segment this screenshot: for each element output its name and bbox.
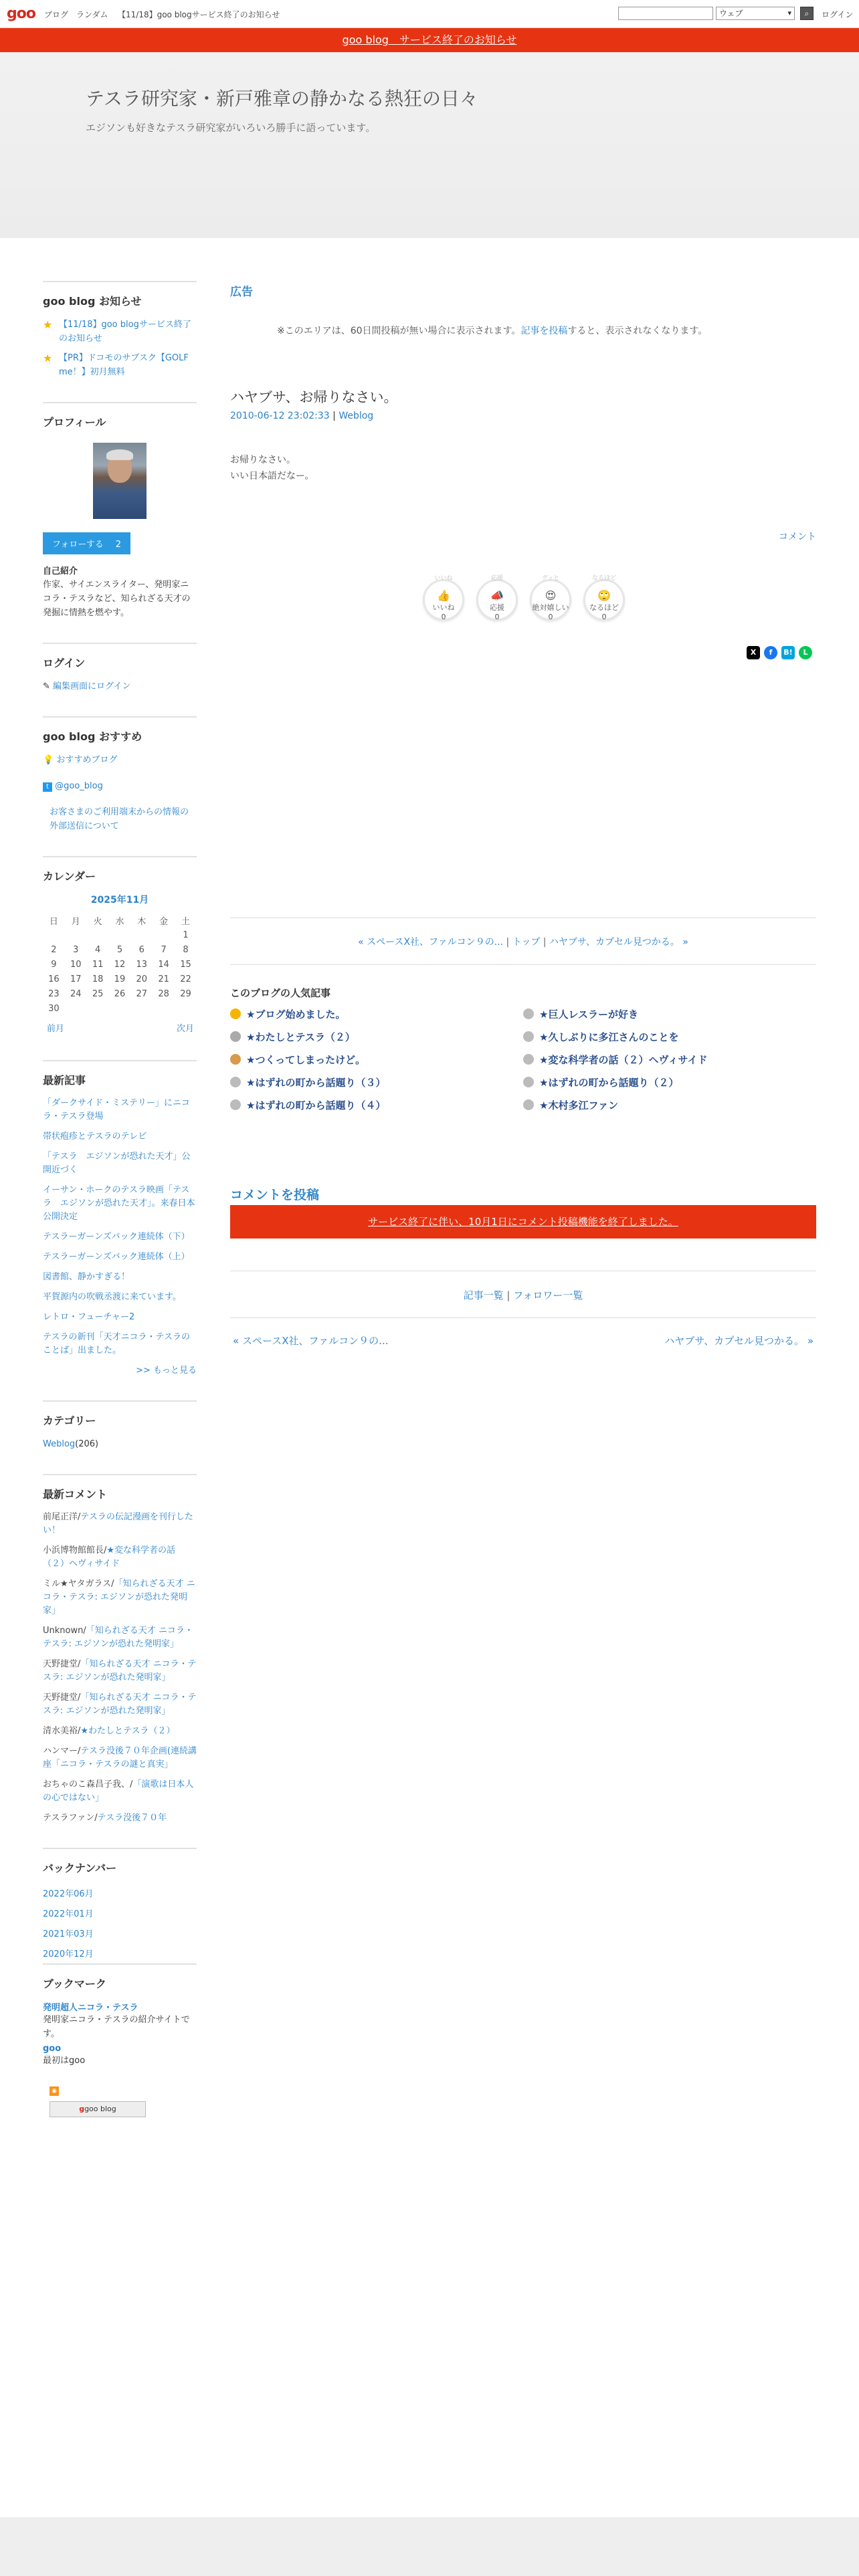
recent-post-link[interactable]: 平賀源内の吹戦丞渡に来ています。: [43, 1292, 181, 1302]
nav-random-link[interactable]: ランダム: [76, 10, 108, 19]
blog-description: エジソンも好きなテスラ研究家がいろいろ勝手に語っています。: [86, 122, 376, 134]
section-title: goo blog おすすめ: [43, 716, 197, 753]
prev-post-link-bottom[interactable]: « スペースX社、ファルコン９の...: [233, 1335, 389, 1347]
intro-text: 作家、サイエンスライター、発明家ニコラ・テスラなど、知られざる天才の発掘に情熱を燃やす。: [43, 580, 191, 618]
footer: [0, 2517, 859, 2576]
post-meta: 2010-06-12 23:02:33 | Weblog: [230, 411, 374, 421]
recommend-section: [43, 716, 197, 833]
section-title: 最新記事: [43, 1060, 197, 1097]
category-section: [43, 1400, 197, 1451]
pencil-icon: ✎: [43, 681, 50, 691]
login-section: [43, 643, 197, 693]
next-post-link-bottom[interactable]: ハヤブサ、カプセル見つかる。 »: [664, 1335, 814, 1347]
recent-post-link[interactable]: 「テスラ エジソンが恐れた天才」公開近づく: [43, 1152, 191, 1175]
rank-icon: [230, 1054, 241, 1065]
recent-post-link[interactable]: 帯状疱疹とテスラのテレビ: [43, 1132, 147, 1142]
divider: [230, 964, 816, 965]
popular-item[interactable]: ★巨人レスラーが好き: [523, 1007, 638, 1021]
comment-form-title: コメントを投稿: [230, 1188, 320, 1202]
back-number-list[interactable]: [43, 1885, 197, 1959]
follower-count: 2: [115, 540, 121, 550]
post-category-link[interactable]: Weblog: [339, 411, 374, 421]
nav-blog-link[interactable]: ブログ: [44, 10, 69, 19]
search-input[interactable]: [618, 7, 713, 20]
intro-heading: 自己紹介: [43, 566, 78, 576]
comment-post-link[interactable]: 「知られざる天才 ニコラ・テスラ: エジソンが恐れた発明家」: [43, 1579, 195, 1616]
calendar-prev-link[interactable]: 前月: [47, 1024, 65, 1034]
prev-post-link[interactable]: « スペースX社、ファルコン９の...: [358, 937, 504, 948]
popular-title: このブログの人気記事: [230, 987, 331, 999]
star-icon: ★: [43, 352, 53, 364]
post-title: ハヤブサ、お帰りなさい。: [230, 389, 398, 405]
section-title: 最新コメント: [43, 1474, 197, 1511]
follower-list-link[interactable]: フォロワー一覧: [513, 1289, 583, 1301]
notice-bar: [0, 28, 859, 52]
lightbulb-icon: 💡: [43, 755, 54, 765]
rank-icon: [230, 1099, 241, 1110]
rank-icon: [523, 1008, 534, 1019]
popular-item[interactable]: ★つくってしまったけど。: [230, 1053, 365, 1067]
comment-item: 小浜博物館館長/★変な科学者の話（２）ヘヴィサイド: [43, 1545, 176, 1569]
recommend-blog-link[interactable]: おすすめブログ: [56, 755, 118, 765]
post-date-link[interactable]: 2010-06-12 23:02:33: [230, 411, 330, 421]
popular-item[interactable]: ★木村多江ファン: [523, 1098, 618, 1112]
comment-post-link[interactable]: テスラ没後７０年企画(連続講座「ニコラ・テスラの謎と真実」: [43, 1746, 197, 1769]
article-list-link[interactable]: 記事一覧: [463, 1289, 504, 1301]
thumbs-up-icon: 👍: [437, 589, 450, 602]
back-number-link[interactable]: 2020年12月: [43, 1949, 94, 1959]
profile-section: [43, 402, 197, 620]
bookmark-link[interactable]: 発明超人ニコラ・テスラ: [43, 2003, 138, 2013]
bookmark-desc: 最初はgoo: [43, 2056, 86, 2066]
comment-post-link[interactable]: 「知られざる天才 ニコラ・テスラ: エジソンが恐れた発明家」: [43, 1626, 193, 1649]
comment-post-link[interactable]: テスラの伝記漫画を刊行したい！: [43, 1512, 193, 1535]
popular-item[interactable]: ★ブログ始めました。: [230, 1007, 345, 1021]
list-links: 記事一覧 | フォロワー一覧: [463, 1289, 583, 1301]
recent-more-link[interactable]: >> もっと見る: [136, 1366, 197, 1376]
calendar-table: 日 月 火 水 木 金 土 1 2 3 4 5 6 7 8 9 10 11 12 13 14 15 16 17 18 19 20 21 22 23 24 25 26 27 28 29 30: [48, 916, 191, 1014]
thinking-icon: 🙄: [597, 589, 611, 602]
follow-button[interactable]: フォローする 2: [43, 532, 130, 554]
line-share-icon[interactable]: L: [799, 646, 812, 659]
comment-post-link[interactable]: ★わたしとテスラ（２）: [80, 1726, 175, 1736]
calendar-month: 2025年11月: [90, 895, 149, 905]
section-title: バックナンバー: [43, 1848, 197, 1885]
goo-logo[interactable]: goo: [7, 5, 35, 22]
comment-item: 天野捷堂/「知られざる天才 ニコラ・テスラ: エジソンが恐れた発明家」: [43, 1693, 197, 1716]
popular-item[interactable]: ★はずれの町から話題り（２）: [523, 1075, 678, 1089]
comment-item: ハンマー/テスラ没後７０年企画(連続講座「ニコラ・テスラの謎と真実」: [43, 1746, 197, 1769]
facebook-share-icon[interactable]: f: [764, 646, 777, 659]
news-item[interactable]: 【PR】ドコモのサブスク【GOLF me！】初月無料: [59, 353, 189, 377]
section-title: ブックマーク: [43, 1963, 197, 2000]
post-navigation: « スペースX社、ファルコン９の... | トップ | ハヤブサ、カプセル見つかる。 »: [358, 937, 688, 948]
comment-item: Unknown/「知られざる天才 ニコラ・テスラ: エジソンが恐れた発明家」: [43, 1626, 193, 1649]
avatar: [93, 443, 147, 519]
back-number-link[interactable]: 2022年01月: [43, 1909, 94, 1919]
blog-title[interactable]: テスラ研究家・新戸雅章の静かなる熱狂の日々: [86, 88, 478, 110]
popular-item[interactable]: ★わたしとテスラ（２）: [230, 1030, 355, 1044]
bookmark-link[interactable]: goo: [43, 2044, 62, 2054]
reaction-love-button[interactable]: グッと 😍 絶対嬉しい 0: [530, 579, 571, 621]
popular-item[interactable]: ★はずれの町から話題り（４）: [230, 1098, 385, 1112]
blog-header: [0, 52, 859, 238]
heart-eyes-icon: 😍: [545, 589, 557, 602]
star-icon: ★: [43, 318, 53, 331]
popular-item[interactable]: ★久しぶりに多江さんのことを: [523, 1030, 678, 1044]
recent-post-link[interactable]: テスラの新刊「天才ニコラ・テスラのことば」出ました。: [43, 1332, 190, 1356]
recent-posts-section: [43, 1060, 197, 1378]
popular-item[interactable]: ★はずれの町から話題り（３）: [230, 1075, 385, 1089]
post-body: お帰りなさい。 いい日本語だなー。: [230, 455, 314, 481]
section-title: goo blog お知らせ: [43, 281, 197, 318]
search-icon: ⌕: [804, 9, 809, 18]
section-title: プロフィール: [43, 402, 197, 439]
rank-icon: [230, 1077, 241, 1087]
edit-login-link[interactable]: 編集画面にログイン: [53, 681, 131, 691]
recent-post-link[interactable]: イーサン・ホークのテスラ映画「テスラ エジソンが恐れた天才」。来春日本公開決定: [43, 1185, 195, 1222]
goo-blog-badge[interactable]: ggoo blog: [50, 2101, 146, 2117]
comment-post-link[interactable]: 「知られざる天才 ニコラ・テスラ: エジソンが恐れた発明家」: [43, 1693, 197, 1716]
back-number-section: [43, 1848, 197, 1959]
reaction-like-button[interactable]: いいね 👍 いいね 0: [423, 579, 464, 621]
goo-news-section: [43, 281, 197, 379]
recent-post-link[interactable]: 図書館、静かすぎる！: [43, 1272, 130, 1282]
comment-item: テスラファン/テスラ没後７０年: [43, 1813, 167, 1823]
comment-link[interactable]: コメント: [779, 532, 816, 542]
recent-post-link[interactable]: テスラーガーンズバック連続体（上）: [43, 1252, 190, 1262]
bookmark-desc: 発明家ニコラ・テスラの紹介サイトです。: [43, 2015, 190, 2039]
recent-post-link[interactable]: 「ダークサイド・ミステリー」にニコラ・テスラ登場: [43, 1098, 190, 1121]
calendar-next-link[interactable]: 次月: [176, 1024, 194, 1034]
rank-icon: [523, 1077, 534, 1087]
search-scope-select[interactable]: ウェブ ▾: [716, 7, 795, 20]
comment-item: 天野捷堂/「知られざる天才 ニコラ・テスラ: エジソンが恐れた発明家」: [43, 1659, 197, 1683]
comment-item: 前尾正洋/テスラの伝記漫画を刊行したい！: [43, 1512, 193, 1535]
calendar-section: [43, 856, 197, 1037]
comment-closed-link[interactable]: サービス終了に伴い、10月1日にコメント投稿機能を終了しました。: [368, 1216, 678, 1228]
nav-notice-link[interactable]: 【11/18】goo blogサービス終了のお知らせ: [118, 10, 280, 19]
rank-icon: [523, 1099, 534, 1110]
next-post-link[interactable]: ハヤブサ、カプセル見つかる。 »: [549, 937, 688, 948]
ad-title: 広告: [230, 286, 253, 299]
search-button[interactable]: [800, 7, 814, 20]
twitter-link[interactable]: @goo_blog: [55, 781, 103, 791]
megaphone-icon: 📣: [490, 589, 504, 602]
bookmark-section: [43, 1963, 197, 2068]
top-link[interactable]: トップ: [512, 937, 541, 948]
x-share-icon[interactable]: X: [747, 646, 760, 659]
divider: [230, 1317, 816, 1318]
category-count: (206): [75, 1439, 99, 1449]
comment-item: ミル★ヤタガラス/「知られざる天才 ニコラ・テスラ: エジソンが恐れた発明家」: [43, 1579, 195, 1616]
hatena-share-icon[interactable]: B!: [781, 646, 795, 659]
comment-post-link[interactable]: ★変な科学者の話（２）ヘヴィサイド: [43, 1545, 176, 1569]
section-title: ログイン: [43, 643, 197, 679]
reaction-cheer-button[interactable]: 応援 📣 応援 0: [476, 579, 518, 621]
comment-item: おちゃのこ森昌子我、/「演歌は日本人の心ではない」: [43, 1780, 194, 1803]
popular-item[interactable]: ★変な科学者の話（２）ヘヴィサイド: [523, 1053, 708, 1067]
ad-note: ※このエリアは、60日間投稿が無い場合に表示されます。記事を投稿すると、表示されなくなります。: [277, 326, 708, 336]
section-title: カテゴリー: [43, 1400, 197, 1437]
post-article-link[interactable]: 記事を投稿: [520, 326, 568, 336]
recent-post-link[interactable]: レトロ・フューチャー2: [43, 1312, 135, 1322]
recent-post-link[interactable]: テスラーガーンズバック連続体（下）: [43, 1232, 190, 1242]
back-number-link[interactable]: 2022年06月: [43, 1889, 94, 1899]
section-title: カレンダー: [43, 856, 197, 893]
top-bar: [0, 0, 859, 28]
rank-icon: [523, 1054, 534, 1065]
reaction-buttons: [423, 574, 624, 630]
external-transmission-link[interactable]: お客さまのご利用端末からの情報の外部送信について: [50, 807, 189, 831]
rank-icon: [230, 1031, 241, 1042]
reaction-insight-button[interactable]: なるほど 🙄 なるほど 0: [583, 579, 625, 621]
login-link[interactable]: ログイン: [822, 10, 854, 19]
twitter-icon: t: [43, 782, 52, 792]
share-buttons: [743, 646, 812, 659]
rank-icon: [230, 1008, 241, 1019]
recent-comments-section: [43, 1474, 197, 1825]
news-item[interactable]: 【11/18】goo blogサービス終了のお知らせ: [59, 320, 191, 344]
category-link[interactable]: Weblog: [43, 1439, 76, 1449]
rank-icon: [523, 1031, 534, 1042]
comment-closed-bar: [230, 1205, 816, 1239]
comment-post-link[interactable]: 「知られざる天才 ニコラ・テスラ: エジソンが恐れた発明家」: [43, 1659, 197, 1683]
comment-post-link[interactable]: 「演歌は日本人の心ではない」: [43, 1780, 194, 1803]
rss-icon[interactable]: ◉: [50, 2086, 59, 2096]
service-end-notice-link[interactable]: goo blog サービス終了のお知らせ: [342, 33, 517, 46]
comment-post-link[interactable]: テスラ没後７０年: [97, 1813, 167, 1823]
sidebar: [43, 281, 197, 2117]
comment-item: 清水美裕/★わたしとテスラ（２）: [43, 1726, 175, 1736]
back-number-link[interactable]: 2021年03月: [43, 1929, 94, 1939]
